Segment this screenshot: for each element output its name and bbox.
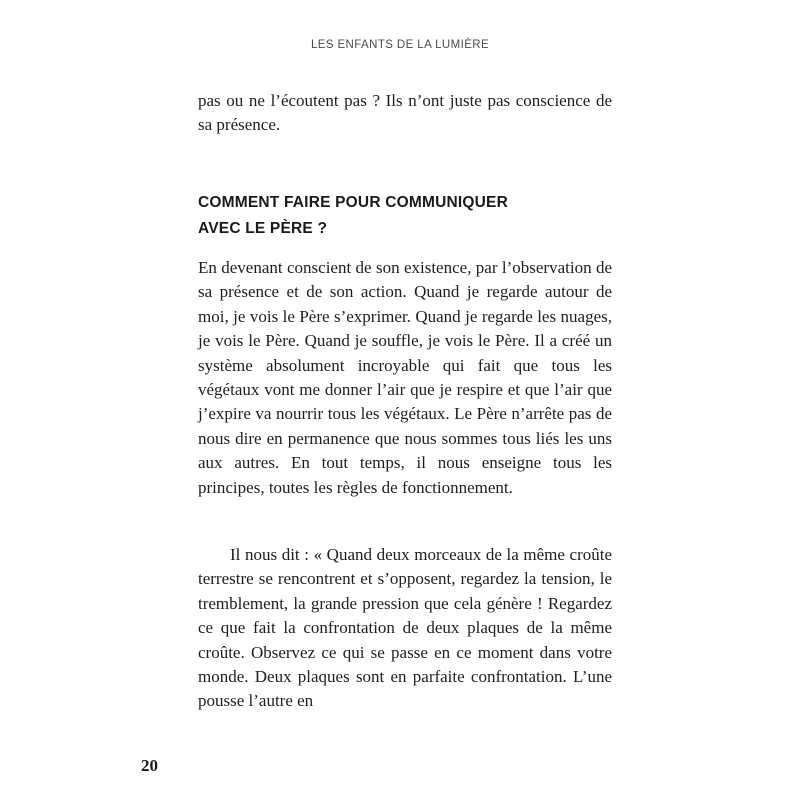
continuation-paragraph: pas ou ne l’écoutent pas ? Ils n’ont juste pas conscience de sa présence.: [198, 91, 612, 135]
section-heading-line-2: AVEC LE PÈRE ?: [198, 220, 328, 237]
page-number: 20: [141, 756, 158, 775]
section-heading: [198, 190, 612, 242]
body-paragraph-2: Il nous dit : « Quand deux morceaux de la même croûte terrestre se rencontrent et s’opposent, regardez la tension, le tremblement, la grande pression que cela génère ! Regardez ce que fait la confrontation de deux plaques de la même croûte. Observez ce qui se passe en ce moment dans votre monde. Deux plaques sont en parfaite confrontation. L’une pousse l’autre en: [198, 545, 612, 711]
running-head: LES ENFANTS DE LA LUMIÈRE: [310, 39, 490, 51]
section-heading-line-1: COMMENT FAIRE POUR COMMUNIQUER: [198, 194, 508, 211]
body-paragraph-1: En devenant conscient de son existence, par l’observation de sa présence et de son action. Quand je regarde autour de moi, je vois le Père s’exprimer. Quand je regarde les nuages, je vois le Père. Quand je souffle, je vois le Père. Il a créé un système absolument incroyable qui fait que tous les végétaux vont me donner l’air que je respire et que l’air que j’expire va nourrir tous les végétaux. Le Père n’arrête pas de nous dire en permanence que nous sommes tous liés les uns aux autres. En tout temps, il nous enseigne tous les principes, toutes les règles de fonctionnement.: [198, 258, 612, 497]
